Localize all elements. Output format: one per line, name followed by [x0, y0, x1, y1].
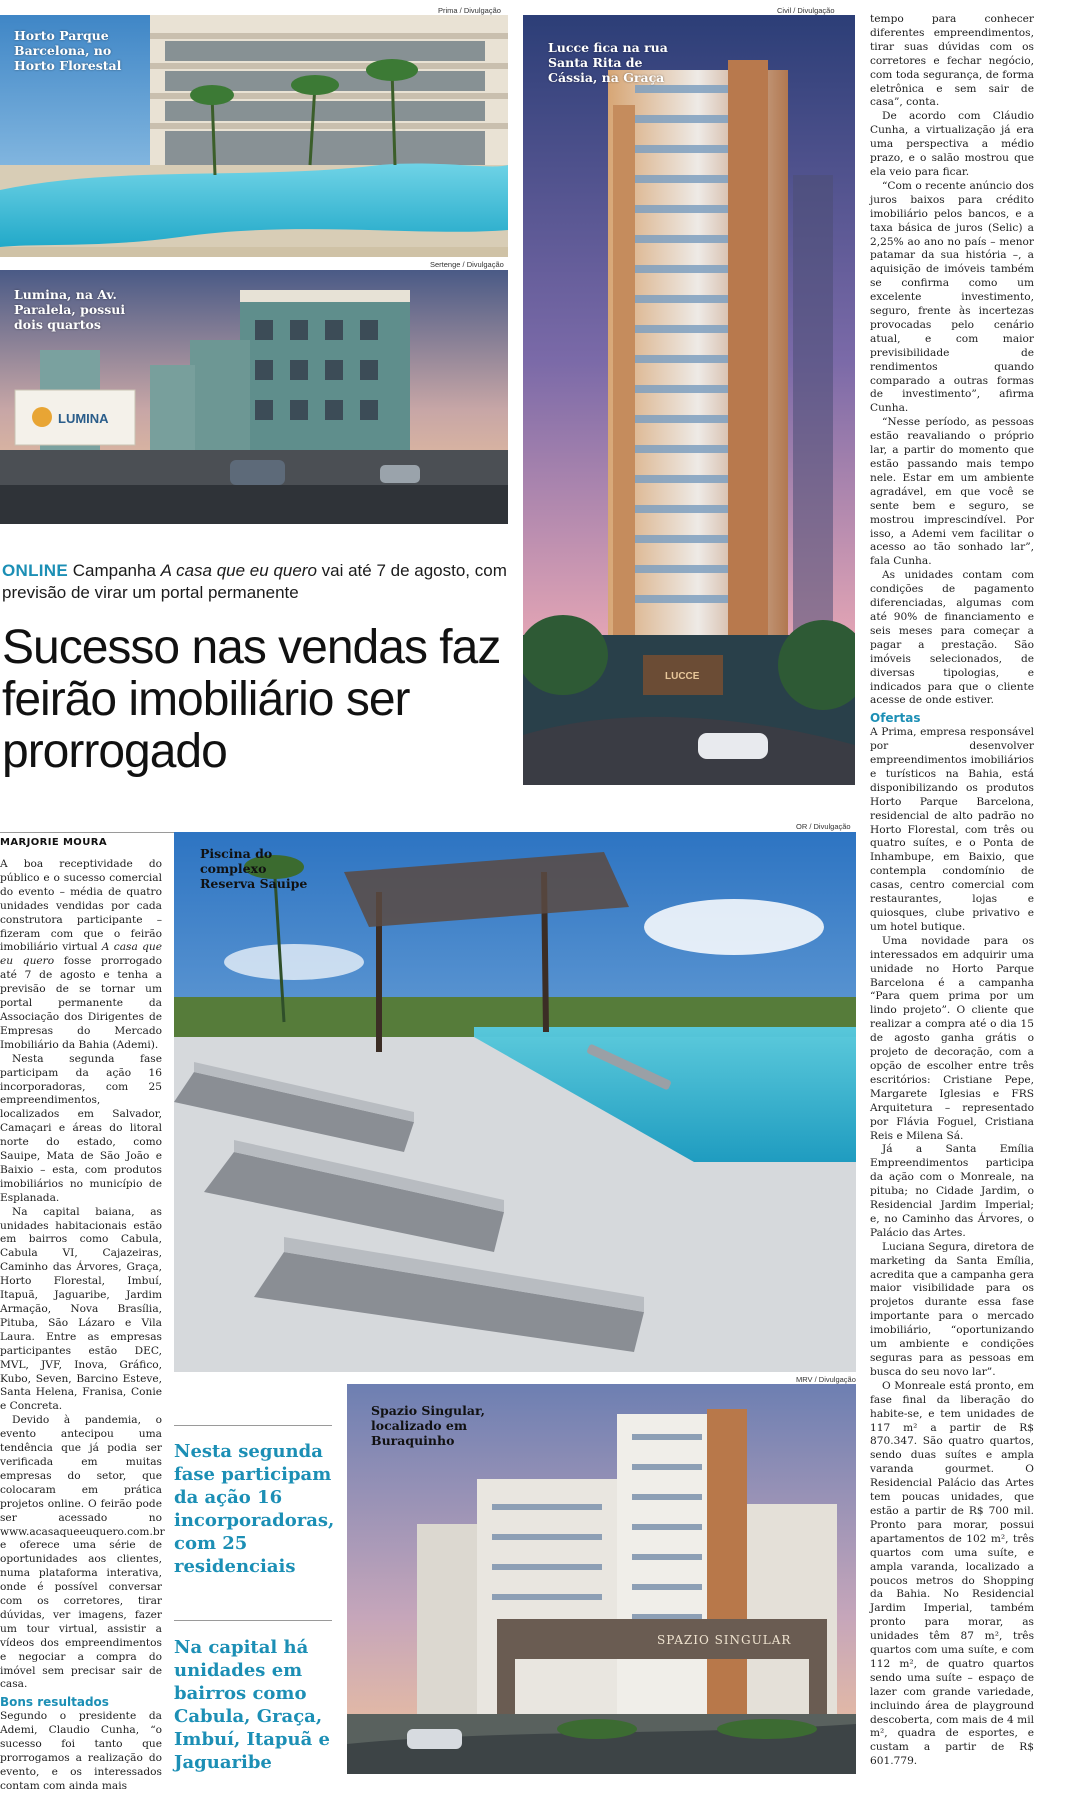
pullquote-2: Na capital há unidades em bairros como Cabula, Graça, Imbuí, Itapuã e Jaguaribe — [174, 1637, 330, 1773]
credit-lumina: Sertenge / Divulgação — [430, 260, 504, 269]
credit-horto: Prima / Divulgação — [438, 6, 501, 15]
kicker-campaign-name: A casa que eu quero — [160, 561, 317, 580]
col3-paragraph-10: O Monreale está pronto, em fase final da liberação do habite-se, e tem unidades de 117 m² a partir de R$ 870.347. São quatro quartos, sendo duas suítes e ampla varanda gourmet. O Residencial Palácio das Artes tem poucas unidades, que estão a partir de R$ 700 mil. Pronto para morar, possui apartamentos de 102 m², três quartos com uma suíte, e ampla varanda, localizado a poucos metros do Shopping da Bahia. No Residencial Jardim Imperial, também pronto para morar, as unidades têm 87 m², três quartos com uma suíte, e com 112 m², de quatro quartos sendo uma suíte – espaço de lazer com grande variedade, incluindo área de playground descoberta, com mais de 4 mil m², quadra de esportes, e custam a partir de R$ 601.779. — [870, 1379, 1034, 1768]
col3-paragraph-3: “Com o recente anúncio dos juros baixos para crédito imobiliário pelos bancos, e a taxa básica de juros (Selic) a 2,25% ao ano no país – menor patamar da sua história –, a aquisição de imóveis também se confirma como um excelente investimento, seguro, frente às incertezas provocadas pelo cenário atual, e com maior previsibilidade de rendimentos quando comparado a outras formas de investimento”, afirma Cunha. — [870, 179, 1034, 415]
col3-subhead: Ofertas — [870, 711, 921, 726]
col1-paragraph-1: A boa receptividade do público e o sucesso comercial do evento – média de quatro unidades vendidas por cada construtora participante – fizeram com que o feirão imobiliário virtual A casa que eu quero fosse prorrogado até 7 de agosto e tenha a previsão de se tornar um portal permanente da Associação dos Dirigentes de Empresas do Mercado Imobiliário da Bahia (Ademi). — [0, 858, 162, 1051]
column-1 — [0, 858, 165, 1794]
col3-paragraph-8: Já a Santa Emília Empreendimentos participa da ação com o Monreale, na pituba; no Cidade Jardim, o Residencial Jardim Imperial; e, no Caminho das Árvores, o Palácio das Artes. — [870, 1143, 1034, 1239]
col3-paragraph-2: De acordo com Cláudio Cunha, a virtualização já era uma perspectiva a médio prazo, e o salão mostrou que ela veio para ficar. — [870, 110, 1034, 178]
kicker-text-b: vai até 7 de agosto, com previsão de virar um portal permanente — [2, 561, 507, 602]
col1-paragraph-2: Nesta segunda fase participam da ação 16 incorporadoras, com 25 empreendimentos, localizados em Salvador, Camaçari e áreas do litoral norte do estado, como Sauipe, Mata de São João e Baixio – esta, com produtos imobiliários no município de Esplanada. — [0, 1052, 162, 1204]
kicker-text-a: Campanha — [68, 561, 161, 580]
col3-paragraph-5: As unidades contam com condições de pagamento diferenciadas, algumas com até 90% de financiamento e seis meses para começar a pagar a prestação. São imóveis selecionados, de diversas tipologias, e indicados para que o cliente acesse de onde estiver. — [870, 569, 1034, 707]
caption-horto: Horto Parque Barcelona, no Horto Florestal — [14, 28, 122, 73]
col3-paragraph-4: “Nesse período, as pessoas estão reavaliando o próprio lar, a partir do momento que estão passando mais tempo nele. Estar em um ambiente agradável, em que você se sente bem e seguro, se mostrou imprescindível. Por isso, a Ademi vem facilitar o acesso ao tão sonhado lar”, fala Cunha. — [870, 416, 1034, 568]
caption-sauipe: Piscina do complexo Reserva Sauipe — [200, 846, 308, 891]
pullquote-1-rule — [174, 1425, 332, 1426]
caption-lucce: Lucce fica na rua Santa Rita de Cássia, na Graça — [548, 40, 668, 85]
col3-paragraph-1: tempo para conhecer diferentes empreendimentos, tirar suas dúvidas com os corretores e fechar negócio, com toda segurança, de forma eletrônica e sem sair de casa”, conta. — [870, 13, 1034, 109]
byline: MARJORIE MOURA — [0, 837, 107, 848]
spazio-sign-text: SPAZIO SINGULAR — [657, 1633, 792, 1647]
photo-lucce — [523, 15, 855, 785]
kicker-tag: ONLINE — [2, 561, 69, 580]
pullquote-1: Nesta segunda fase participam da ação 16 incorporadoras, com 25 residenciais — [174, 1441, 335, 1577]
lucce-sign-text: LUCCE — [665, 671, 700, 682]
col1-paragraph-3: Na capital baiana, as unidades habitacionais estão em bairros como Cabula, Cabula VI, Cajazeiras, Caminho das Árvores, Graça, Horto Florestal, Imbuí, Itapuã, Jaguaribe, Jardim Armação, Nova Brasília, Pituba, São Lázaro e Vila Laura. Entre as empresas participantes estão DEC, MVL, JVF, Inova, Gráfico, Kubo, Seven, Barcino Esteve, Santa Helena, Franisa, Conie e Concreta. — [0, 1205, 162, 1413]
col1-paragraph-4: Devido à pandemia, o evento antecipou uma tendência que já podia ser verificada em muitas empresas do setor, que colocaram em prática projetos online. O feirão pode ser acessado no www.acasaqueeuquero.com.br e oferece uma série de oportunidades aos clientes, numa plataforma interativa, onde é possível conversar com os corretores, tirar dúvidas, ver imagens, fazer um tour virtual, assistir a vídeos dos empreendimentos e negociar a compra do imóvel sem precisar sair de casa. — [0, 1414, 165, 1691]
credit-lucce: Civil / Divulgação — [777, 6, 835, 15]
column-3 — [870, 13, 1034, 1769]
photo-reserva-sauipe — [174, 832, 856, 1372]
caption-spazio: Spazio Singular, localizado em Buraquinho — [371, 1403, 485, 1448]
credit-spazio: MRV / Divulgação — [796, 1375, 856, 1384]
col1-subhead: Bons resultados — [0, 1695, 109, 1710]
pullquote-2-rule — [174, 1620, 332, 1621]
col3-paragraph-9: Luciana Segura, diretora de marketing da Santa Emília, acredita que a campanha gera maior visibilidade para os projetos durante essa fase importante para o mercado imobiliário, “oportunizando um ambiente e condições seguras para as pessoas em busca do seu novo lar”. — [870, 1240, 1034, 1378]
col3-paragraph-6: A Prima, empresa responsável por desenvolver empreendimentos imobiliários e turísticos na Bahia, está disponibilizando os produtos Horto Parque Barcelona, residencial de alto padrão no Horto Florestal, com três ou quatro suítes, e o Ponta de Inhambupe, em Baixio, que contempla condomínio de casas, centro comercial com restaurantes, lojas e quiosques, clube privativo e um hotel butique. — [870, 726, 1034, 933]
col1-paragraph-5: Segundo o presidente da Ademi, Claudio Cunha, “o sucesso foi tanto que prorrogamos a realização do evento, e os interessados contam com ainda mais — [0, 1710, 162, 1792]
caption-lumina: Lumina, na Av. Paralela, possui dois quartos — [14, 287, 126, 332]
lumina-sign-text: LUMINA — [58, 411, 109, 426]
headline: Sucesso nas vendas faz feirão imobiliário ser prorrogado — [2, 621, 501, 778]
kicker — [2, 560, 522, 604]
col3-paragraph-7: Uma novidade para os interessados em adquirir uma unidade no Horto Parque Barcelona é a campanha “Para quem prima por um lindo projeto”. O cliente que realizar a compra até o dia 15 de agosto ganha grátis o projeto de decoração, com a opção de escolher entre três escritórios: Cristiane Pepe, Margarete Iglesias e FRS Arquitetura – representado por Flávia Foguel, Cristiana Reis e Milena Sá. — [870, 934, 1034, 1142]
credit-sauipe: OR / Divulgação — [796, 822, 851, 831]
